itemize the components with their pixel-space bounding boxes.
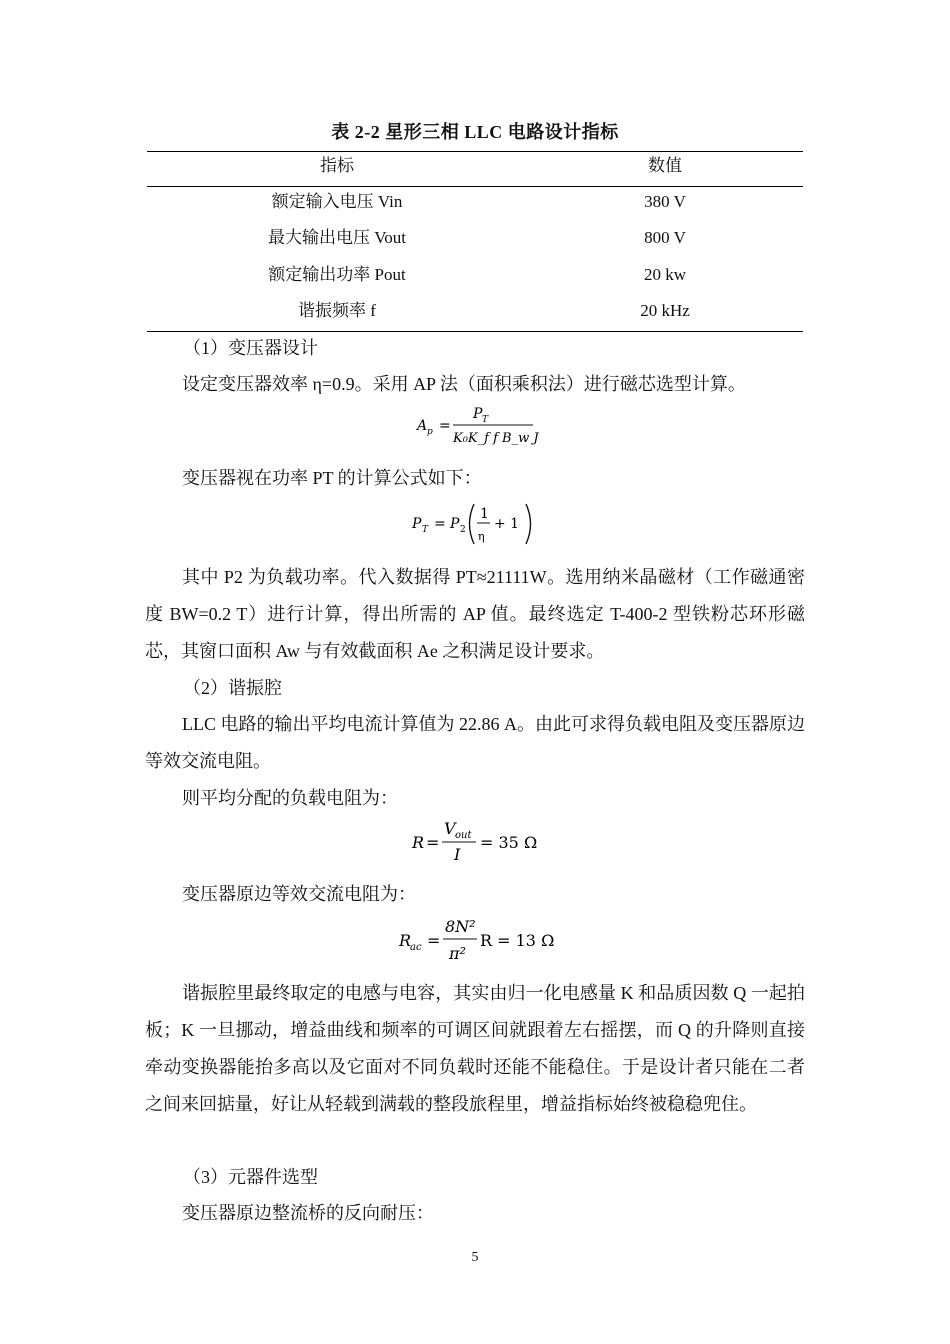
formula-text: 2 <box>460 525 466 535</box>
paragraph: 设定变压器效率 η=0.9。采用 AP 法（面积乘积法）进行磁芯选型计算。 <box>182 374 746 394</box>
formula-text: I <box>454 845 461 864</box>
paragraph: 则平均分配的负载电阻为： <box>182 788 398 808</box>
formula-ap <box>0 402 950 448</box>
formula-text: A <box>417 418 428 434</box>
formula-text: out <box>455 830 472 841</box>
table-cell-value: 20 kw <box>643 265 687 284</box>
table-cell-name: 最大输出电压 Vout <box>267 228 407 247</box>
formula-text: p <box>427 427 433 437</box>
formula-rac <box>0 914 950 966</box>
table-header-name: 指标 <box>320 156 354 175</box>
formula-pt <box>0 500 950 548</box>
svg-text:=: = <box>439 418 451 434</box>
table-cell-name: 谐振频率 f <box>298 301 376 320</box>
formula-text: η <box>478 530 485 543</box>
table-header-rule <box>147 186 803 187</box>
formula-text: V <box>444 819 456 838</box>
table-cell-value: 20 kHz <box>640 301 690 320</box>
paragraph: 谐振腔里最终取定的电感与电容，其实由归一化电感量 K 和品质因数 Q 一起拍板；K 一旦挪动，增益曲线和频率的可调区间就跟着左右摇摆，而 Q 的升降则直接牵动变换器能抬多高以及它面对不同负载时还能不能稳住。于是设计者只能在二者之间来回掂量，好让从轻载到满载的整段旅程里，增益指标始终被稳稳兜住。 <box>145 983 805 1114</box>
table-bottom-rule <box>147 331 803 332</box>
formula-text: P <box>473 406 483 422</box>
formula-text: = 35 Ω <box>480 833 538 852</box>
formula-text: P <box>450 516 460 532</box>
formula-text: R = 13 Ω <box>480 931 555 950</box>
section-heading: （1）变压器设计 <box>183 338 318 358</box>
svg-text:=: = <box>427 931 441 950</box>
table-cell-name: 额定输出功率 Pout <box>268 265 406 284</box>
formula-text: + 1 <box>494 516 520 532</box>
table-caption: 表 2-2 星形三相 LLC 电路设计指标 <box>331 122 619 142</box>
paragraph: 变压器原边等效交流电阻为： <box>182 884 416 904</box>
formula-text: 8N² <box>445 917 476 936</box>
formula-r <box>0 816 950 866</box>
table-cell-value: 800 V <box>644 228 686 247</box>
formula-text: T <box>422 525 429 535</box>
formula-text: R <box>399 931 412 950</box>
formula-text: 1 <box>480 506 489 522</box>
section-heading: （3）元器件选型 <box>183 1167 318 1187</box>
svg-text:=: = <box>434 516 446 532</box>
svg-text:=: = <box>426 833 440 852</box>
table-top-rule <box>147 151 803 152</box>
table-cell-value: 380 V <box>644 192 686 211</box>
paragraph: LLC 电路的输出平均电流计算值为 22.86 A。由此可求得负载电阻及变压器原边等效交流电阻。 <box>145 714 805 771</box>
formula-text: π² <box>449 944 466 963</box>
table-header-value: 数值 <box>648 156 682 175</box>
paragraph: 变压器视在功率 PT 的计算公式如下： <box>182 468 482 488</box>
section-heading: （2）谐振腔 <box>183 678 282 698</box>
formula-text: P <box>412 516 422 532</box>
page-number: 5 <box>471 1250 479 1265</box>
table-cell-name: 额定输入电压 Vin <box>271 192 403 211</box>
formula-text: T <box>482 415 489 425</box>
formula-text: K₀K_f f B_w J <box>453 431 539 446</box>
formula-text: R <box>412 833 425 852</box>
paragraph: 变压器原边整流桥的反向耐压： <box>182 1203 434 1223</box>
formula-text: ac <box>410 942 422 953</box>
paragraph: 其中 P2 为负载功率。代入数据得 PT≈21111W。选用纳米晶磁材（工作磁通密度 BW=0.2 T）进行计算，得出所需的 AP 值。最终选定 T-400-2 型铁粉芯环形磁芯，其窗口面积 Aw 与有效截面积 Ae 之积满足设计要求。 <box>145 567 805 661</box>
